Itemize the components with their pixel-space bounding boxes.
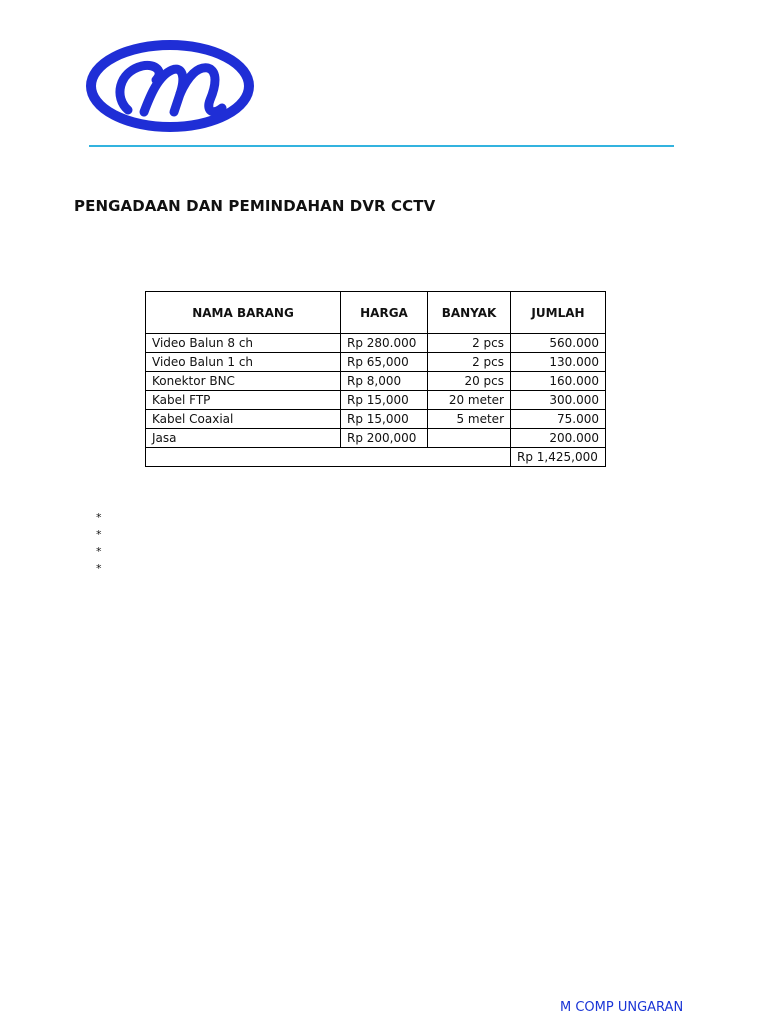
- item-amount: 300.000: [511, 391, 606, 410]
- item-qty: 5 meter: [428, 410, 511, 429]
- bullet-item: *: [96, 511, 102, 524]
- table-row: [146, 391, 606, 410]
- item-price: Rp 15,000: [341, 391, 428, 410]
- bullet-list: [96, 509, 102, 577]
- table-total-row: [146, 448, 606, 467]
- header-divider: [89, 145, 674, 147]
- total-label-cell: [146, 448, 511, 467]
- table-row: [146, 372, 606, 391]
- items-table: [145, 291, 606, 467]
- item-qty: 2 pcs: [428, 334, 511, 353]
- bullet-item: *: [96, 545, 102, 558]
- table-row: [146, 429, 606, 448]
- total-amount: Rp 1,425,000: [511, 448, 606, 467]
- item-name: Jasa: [146, 429, 341, 448]
- item-qty: [428, 429, 511, 448]
- item-amount: 75.000: [511, 410, 606, 429]
- item-amount: 200.000: [511, 429, 606, 448]
- table-row: [146, 353, 606, 372]
- item-price: Rp 200,000: [341, 429, 428, 448]
- header-jumlah: JUMLAH: [511, 292, 606, 334]
- item-qty: 20 pcs: [428, 372, 511, 391]
- item-amount: 160.000: [511, 372, 606, 391]
- item-price: Rp 280.000: [341, 334, 428, 353]
- header-nama-barang: NAMA BARANG: [146, 292, 341, 334]
- header-banyak: BANYAK: [428, 292, 511, 334]
- item-name: Video Balun 1 ch: [146, 353, 341, 372]
- footer-company-name: M COMP UNGARAN: [560, 1000, 684, 1015]
- item-qty: 2 pcs: [428, 353, 511, 372]
- item-price: Rp 65,000: [341, 353, 428, 372]
- table-row: [146, 410, 606, 429]
- item-price: Rp 8,000: [341, 372, 428, 391]
- table-row: [146, 334, 606, 353]
- bullet-item: *: [96, 562, 102, 575]
- m-comp-logo: [84, 36, 256, 136]
- document-title: PENGADAAN DAN PEMINDAHAN DVR CCTV: [74, 197, 436, 215]
- item-amount: 560.000: [511, 334, 606, 353]
- table-header-row: [146, 292, 606, 334]
- item-amount: 130.000: [511, 353, 606, 372]
- item-price: Rp 15,000: [341, 410, 428, 429]
- header-harga: HARGA: [341, 292, 428, 334]
- item-name: Kabel FTP: [146, 391, 341, 410]
- bullet-item: *: [96, 528, 102, 541]
- item-name: Kabel Coaxial: [146, 410, 341, 429]
- item-name: Konektor BNC: [146, 372, 341, 391]
- item-qty: 20 meter: [428, 391, 511, 410]
- item-name: Video Balun 8 ch: [146, 334, 341, 353]
